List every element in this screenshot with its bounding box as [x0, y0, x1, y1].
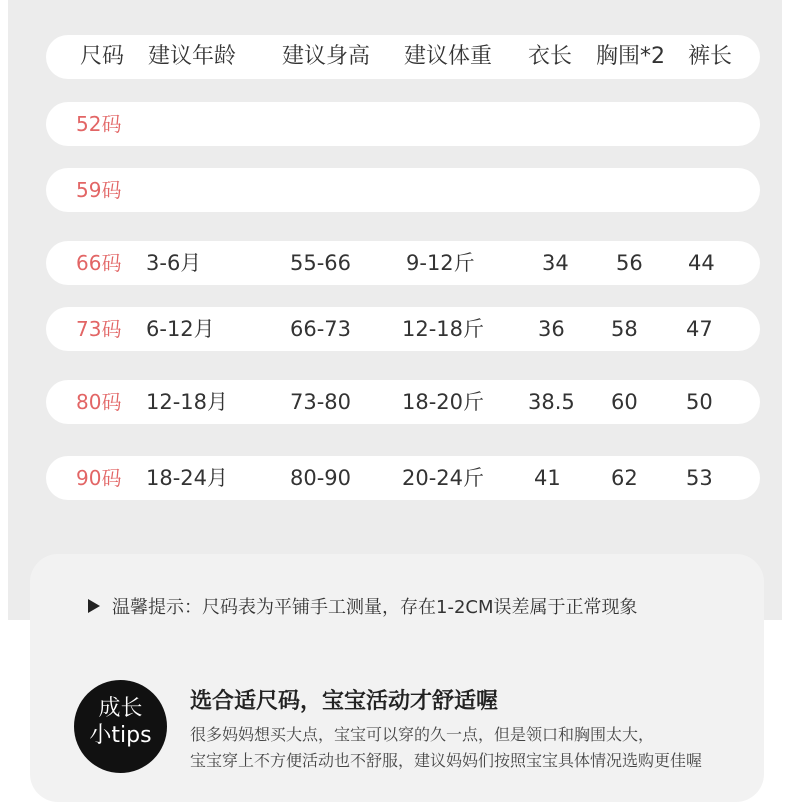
row-length: 36 [538, 317, 565, 341]
tip-line-2: 宝宝穿上不方便活动也不舒服，建议妈妈们按照宝宝具体情况选购更佳喔 [190, 751, 703, 770]
row-age: 18-24月 [146, 466, 229, 490]
row-height: 55-66 [290, 251, 352, 275]
header-pants: 裤长 [688, 44, 733, 69]
table-row [46, 102, 760, 146]
row-height: 66-73 [290, 317, 352, 341]
table-row [46, 380, 760, 424]
row-age: 3-6月 [146, 251, 202, 275]
badge-line2: 小tips [89, 723, 152, 748]
row-weight: 20-24斤 [402, 466, 485, 490]
row-length: 38.5 [528, 390, 575, 414]
row-pants: 50 [686, 390, 713, 414]
row-age: 12-18月 [146, 390, 229, 414]
tip-line-1: 很多妈妈想买大点，宝宝可以穿的久一点，但是领口和胸围太大， [190, 725, 655, 744]
header-length: 衣长 [528, 44, 573, 69]
row-length: 41 [534, 466, 561, 490]
table-row [46, 241, 760, 285]
play-triangle-icon [88, 599, 100, 613]
row-weight: 9-12斤 [406, 251, 475, 275]
row-size: 73码 [76, 317, 122, 341]
row-height: 80-90 [290, 466, 352, 490]
table-row [46, 307, 760, 351]
header-size: 尺码 [80, 44, 125, 69]
row-size: 52码 [76, 112, 122, 136]
header-chest: 胸围*2 [596, 44, 665, 69]
header-height: 建议身高 [282, 44, 371, 69]
row-height: 73-80 [290, 390, 352, 414]
row-age: 6-12月 [146, 317, 215, 341]
row-chest: 58 [611, 317, 638, 341]
row-size: 80码 [76, 390, 122, 414]
row-size: 59码 [76, 178, 122, 202]
table-row [46, 168, 760, 212]
growth-tips-badge [74, 680, 167, 773]
row-chest: 60 [611, 390, 638, 414]
row-chest: 62 [611, 466, 638, 490]
row-pants: 53 [686, 466, 713, 490]
row-size: 90码 [76, 466, 122, 490]
row-size: 66码 [76, 251, 122, 275]
header-age: 建议年龄 [148, 44, 237, 69]
table-row [46, 456, 760, 500]
tip-title: 选合适尺码，宝宝活动才舒适喔 [190, 689, 499, 714]
row-length: 34 [542, 251, 569, 275]
table-header-row [46, 35, 760, 79]
row-pants: 47 [686, 317, 713, 341]
notice-text: 温馨提示：尺码表为平铺手工测量，存在1-2CM误差属于正常现象 [112, 597, 638, 618]
measurement-notice [88, 595, 638, 621]
row-chest: 56 [616, 251, 643, 275]
row-weight: 18-20斤 [402, 390, 485, 414]
header-weight: 建议体重 [404, 44, 493, 69]
badge-line1: 成长 [98, 696, 143, 721]
row-pants: 44 [688, 251, 715, 275]
row-weight: 12-18斤 [402, 317, 485, 341]
